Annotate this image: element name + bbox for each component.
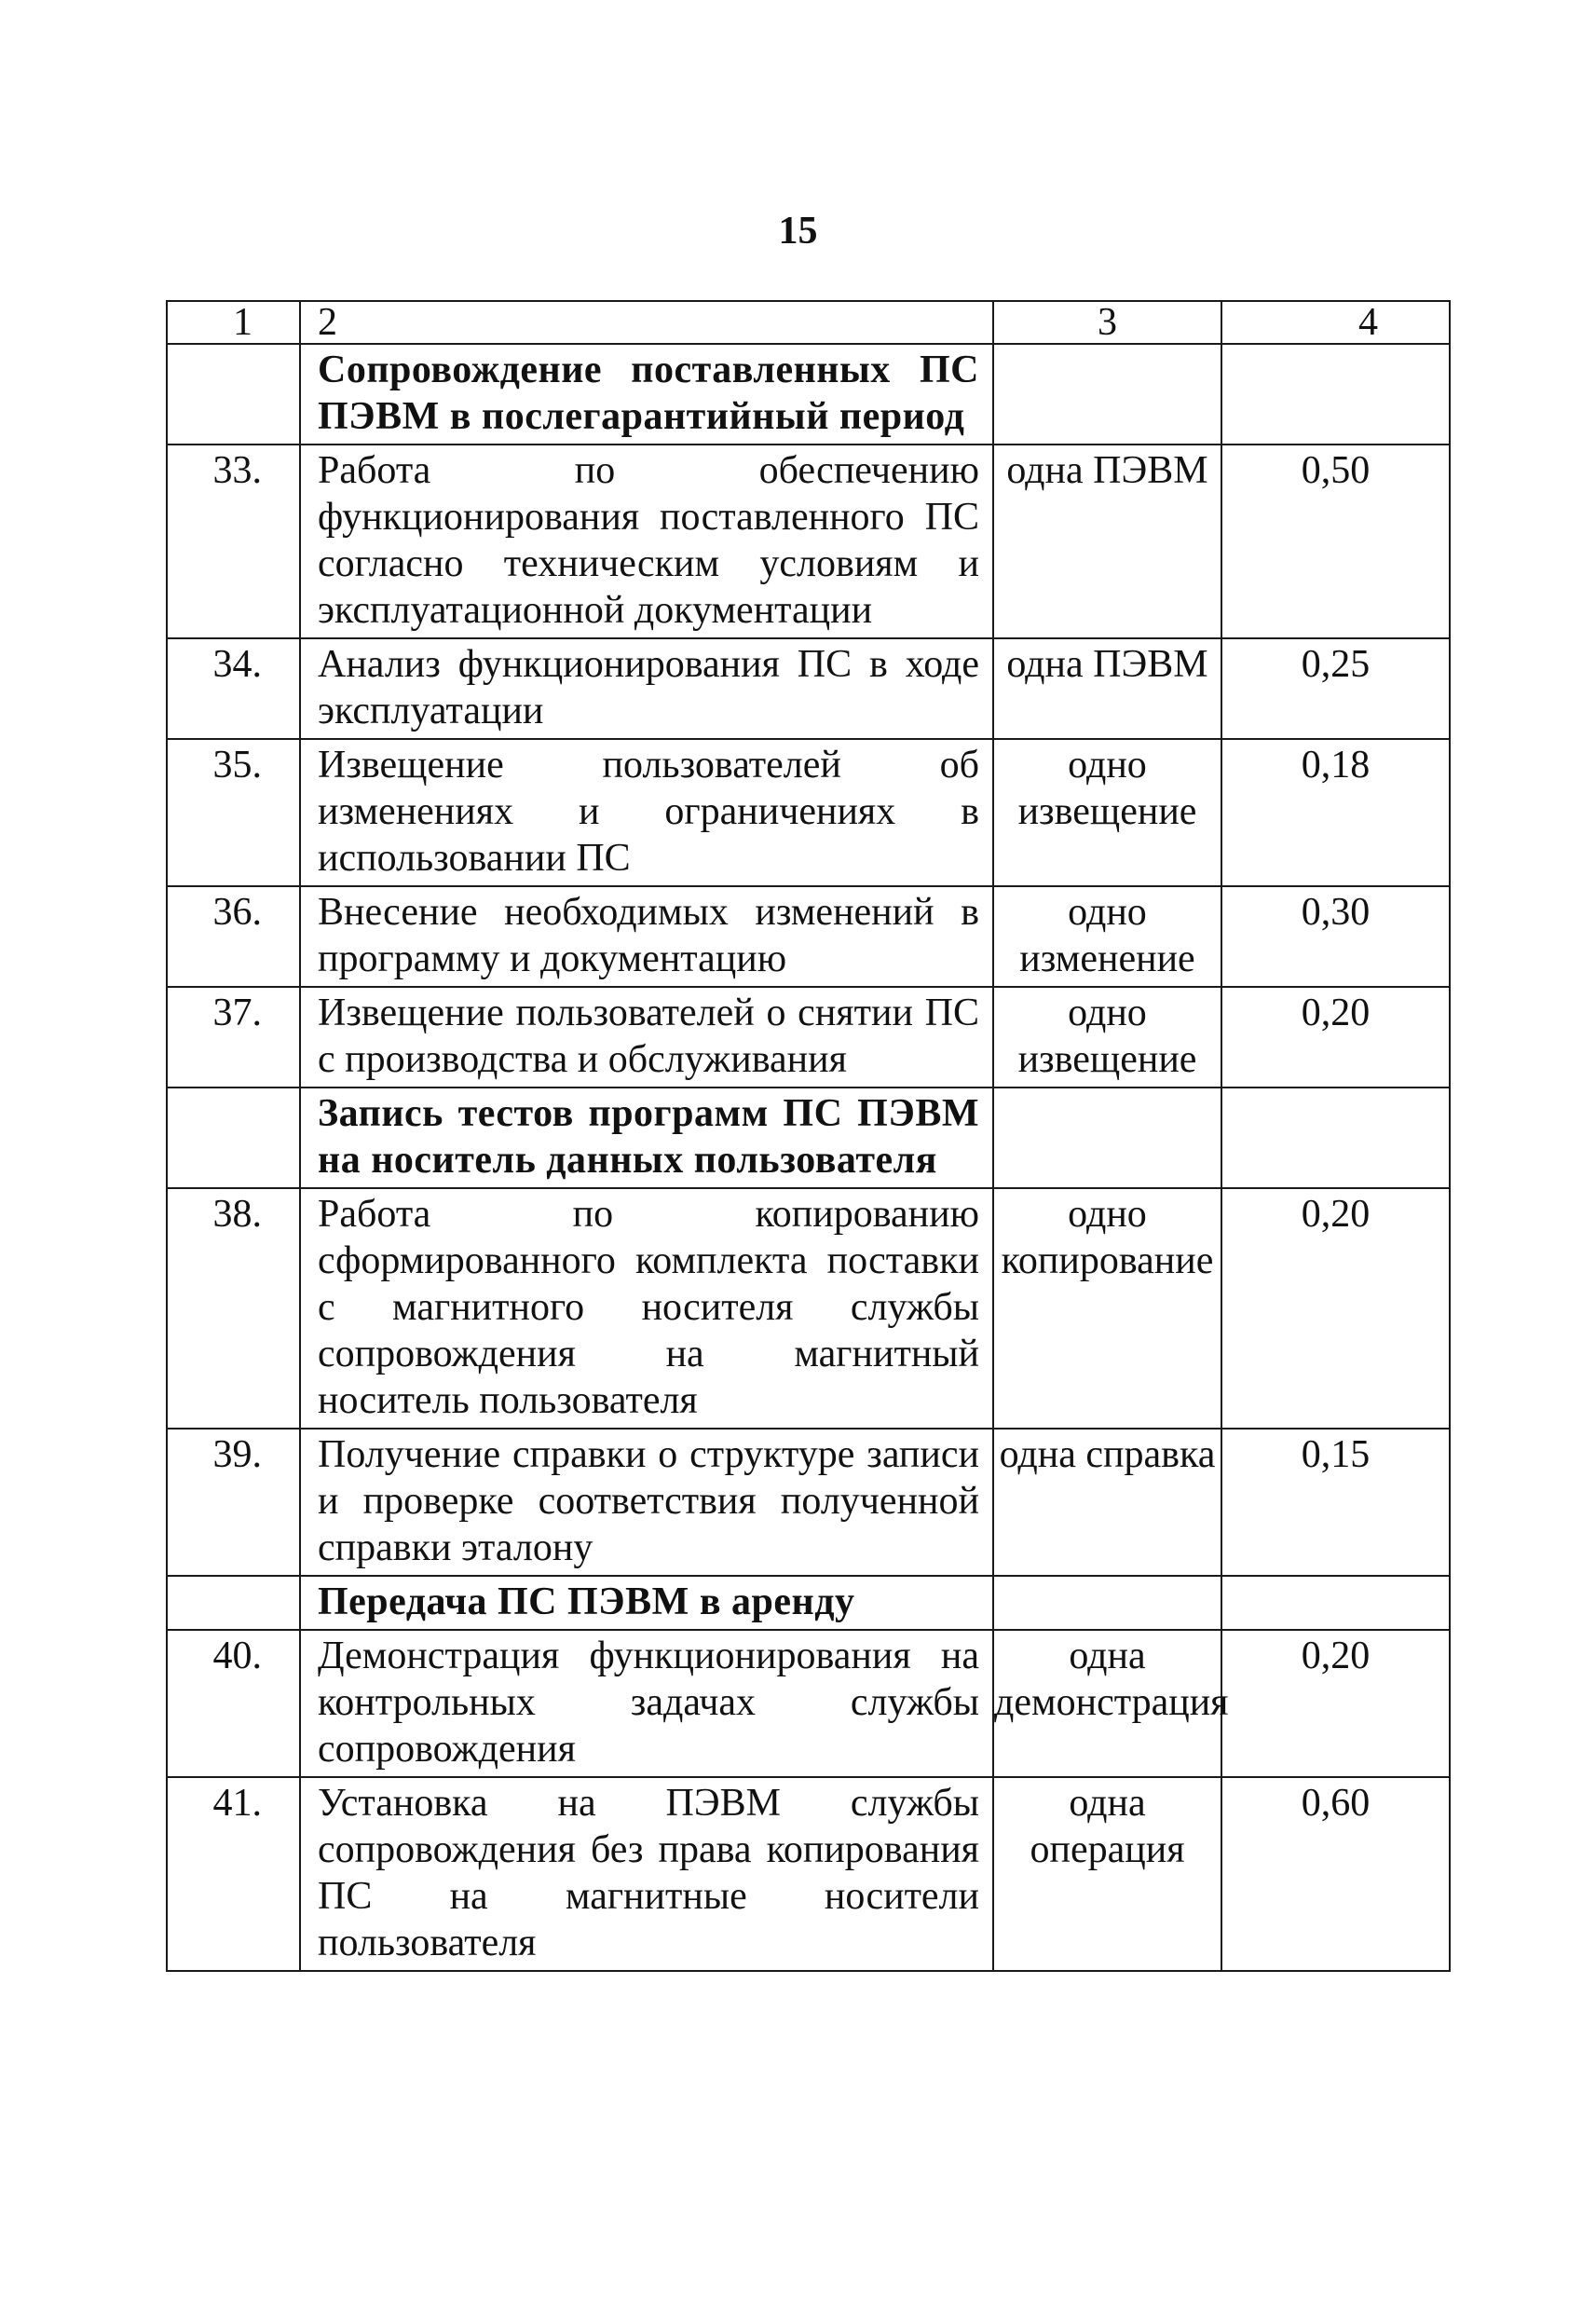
- coefficient-value: 0,25: [1221, 638, 1450, 739]
- table-row: [167, 638, 1450, 739]
- coefficient-value: 0,30: [1221, 886, 1450, 987]
- coefficient-value: 0,20: [1221, 1188, 1450, 1429]
- row-number: 36.: [167, 886, 300, 987]
- coefficient-value: 0,20: [1221, 987, 1450, 1088]
- unit-of-measure: [993, 1088, 1221, 1188]
- section-row: [167, 1088, 1450, 1188]
- row-number: 40.: [167, 1630, 300, 1777]
- table-header-row: [167, 301, 1450, 344]
- coefficient-value: [1221, 344, 1450, 445]
- coefficient-value: 0,18: [1221, 739, 1450, 886]
- row-number: [167, 1576, 300, 1630]
- work-description: Получение справки о структуре записи и проверке соответствия полученной справки эталону: [300, 1429, 993, 1576]
- section-title: Сопровождение поставленных ПС ПЭВМ в послегарантийный период: [300, 344, 993, 445]
- coefficient-value: [1221, 1088, 1450, 1188]
- coefficient-value: 0,50: [1221, 445, 1450, 638]
- page-number: 15: [778, 210, 818, 253]
- unit-of-measure: [993, 344, 1221, 445]
- work-description: Внесение необходимых изменений в программу и документацию: [300, 886, 993, 987]
- unit-of-measure: одно извещение: [993, 739, 1221, 886]
- table-row: [167, 739, 1450, 886]
- row-number: 33.: [167, 445, 300, 638]
- row-number: [167, 1088, 300, 1188]
- coefficient-value: 0,20: [1221, 1630, 1450, 1777]
- unit-of-measure: одна операция: [993, 1777, 1221, 1971]
- table-row: [167, 987, 1450, 1088]
- coefficient-value: 0,60: [1221, 1777, 1450, 1971]
- column-header-3: 3: [993, 301, 1221, 344]
- work-description: Анализ функционирования ПС в ходе эксплуатации: [300, 638, 993, 739]
- work-description: Извещение пользователей о снятии ПС с производства и обслуживания: [300, 987, 993, 1088]
- row-number: 34.: [167, 638, 300, 739]
- unit-of-measure: [993, 1576, 1221, 1630]
- unit-of-measure: одно изменение: [993, 886, 1221, 987]
- coefficient-value: 0,15: [1221, 1429, 1450, 1576]
- row-number: 39.: [167, 1429, 300, 1576]
- unit-of-measure: одна ПЭВМ: [993, 638, 1221, 739]
- work-description: Работа по обеспечению функционирования поставленного ПС согласно техническим условиям и эксплуатационной документации: [300, 445, 993, 638]
- section-row: [167, 344, 1450, 445]
- table-row: [167, 1429, 1450, 1576]
- row-number: [167, 344, 300, 445]
- unit-of-measure: одно извещение: [993, 987, 1221, 1088]
- unit-of-measure: одна ПЭВМ: [993, 445, 1221, 638]
- norms-table: [166, 300, 1451, 1972]
- table-row: [167, 1630, 1450, 1777]
- table-row: [167, 445, 1450, 638]
- table-row: [167, 886, 1450, 987]
- unit-of-measure: одно копирование: [993, 1188, 1221, 1429]
- row-number: 35.: [167, 739, 300, 886]
- table-row: [167, 1777, 1450, 1971]
- row-number: 37.: [167, 987, 300, 1088]
- row-number: 38.: [167, 1188, 300, 1429]
- section-title: Запись тестов программ ПС ПЭВМ на носитель данных пользователя: [300, 1088, 993, 1188]
- column-header-4: 4: [1221, 301, 1450, 344]
- column-header-1: 1: [167, 301, 300, 344]
- row-number: 41.: [167, 1777, 300, 1971]
- table-row: [167, 1188, 1450, 1429]
- section-title: Передача ПС ПЭВМ в аренду: [300, 1576, 993, 1630]
- work-description: Установка на ПЭВМ службы сопровождения без права копирования ПС на магнитные носители пользователя: [300, 1777, 993, 1971]
- work-description: Работа по копированию сформированного комплекта поставки с магнитного носителя службы сопровождения на магнитный носитель пользователя: [300, 1188, 993, 1429]
- work-description: Извещение пользователей об изменениях и ограничениях в использовании ПС: [300, 739, 993, 886]
- coefficient-value: [1221, 1576, 1450, 1630]
- unit-of-measure: одна демонстрация: [993, 1630, 1221, 1777]
- section-row: [167, 1576, 1450, 1630]
- work-description: Демонстрация функционирования на контрольных задачах службы сопровождения: [300, 1630, 993, 1777]
- unit-of-measure: одна справка: [993, 1429, 1221, 1576]
- column-header-2: 2: [300, 301, 993, 344]
